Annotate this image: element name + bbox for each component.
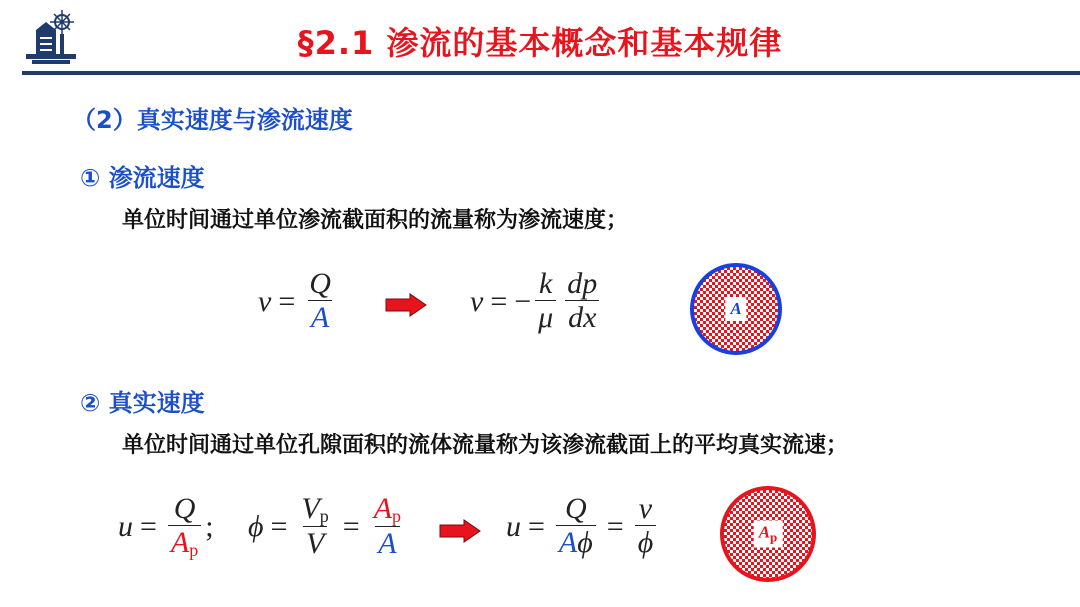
- formula-fraction-area: [371, 493, 404, 561]
- fraction-numerator: k: [539, 267, 553, 300]
- true-velocity-definition: 单位时间通过单位孔隙面积的流体流量称为该渗流截面上的平均真实流速；: [122, 433, 849, 458]
- formula-minus: −: [514, 284, 532, 318]
- fraction-numerator: dp: [567, 267, 598, 300]
- formula-equals: =: [490, 284, 508, 318]
- formula-true-velocity-relation: [506, 493, 660, 560]
- formula-lhs: v: [258, 284, 272, 318]
- fraction-denominator: Aϕ: [556, 525, 596, 561]
- fraction-denominator: dx: [565, 300, 599, 336]
- pore-area-diagram: [720, 486, 816, 582]
- formula-equals: =: [270, 510, 288, 544]
- fraction-numerator: $A_p$: [373, 492, 402, 526]
- fraction-denominator: A: [308, 300, 332, 336]
- formula-equals: =: [528, 509, 545, 543]
- fraction-numerator: Q: [173, 492, 196, 525]
- formula-fraction-dp-dx: [564, 268, 600, 335]
- page-title: §2.1 渗流的基本概念和基本规律: [297, 24, 783, 62]
- formula-fraction: [168, 493, 201, 560]
- fraction-denominator: V: [303, 526, 327, 562]
- formula-fraction-q-aphi: [556, 493, 596, 560]
- right-arrow-icon: [384, 293, 428, 317]
- formula-equals: =: [140, 509, 157, 543]
- formula-seepage-velocity: [258, 268, 338, 335]
- formula-fraction-k-mu: [535, 268, 556, 335]
- formula-lhs: ϕ: [248, 510, 264, 544]
- section-heading: （2）真实速度与渗流速度: [72, 106, 353, 134]
- subsection-seepage-velocity: ① 渗流速度: [80, 164, 205, 192]
- formula-lhs: u: [506, 509, 521, 543]
- fraction-numerator: Q: [309, 267, 331, 300]
- formula-separator: ;: [205, 509, 214, 543]
- header-divider: [22, 71, 1080, 75]
- formula-fraction-v-phi: [635, 493, 657, 560]
- fraction-numerator: Q: [565, 492, 587, 525]
- fraction-denominator: μ: [535, 300, 556, 336]
- fraction-numerator: v: [638, 492, 653, 525]
- formula-equals: =: [278, 284, 296, 318]
- formula-equals: =: [606, 509, 624, 543]
- formula-lhs: v: [470, 284, 484, 318]
- subsection-true-velocity: ② 真实速度: [80, 389, 205, 417]
- diagram-label-a: A: [725, 297, 746, 321]
- seepage-velocity-definition: 单位时间通过单位渗流截面积的流量称为渗流速度；: [122, 208, 629, 233]
- formula-equals: =: [342, 510, 360, 544]
- fraction-numerator: $V_p$: [301, 492, 329, 526]
- formula-darcy-law: [470, 268, 604, 335]
- seepage-area-diagram: [690, 263, 782, 355]
- formula-fraction-volume: [298, 493, 331, 561]
- formula-lhs: u: [118, 509, 133, 543]
- fraction-denominator: A: [375, 526, 399, 562]
- formula-porosity: [248, 493, 408, 561]
- fraction-denominator: $A_p$: [168, 525, 201, 561]
- diagram-label-ap: $A_p$: [754, 521, 783, 548]
- right-arrow-icon: [438, 519, 482, 543]
- formula-fraction: [306, 268, 334, 335]
- formula-true-velocity: [118, 493, 214, 560]
- fraction-denominator: ϕ: [635, 525, 657, 561]
